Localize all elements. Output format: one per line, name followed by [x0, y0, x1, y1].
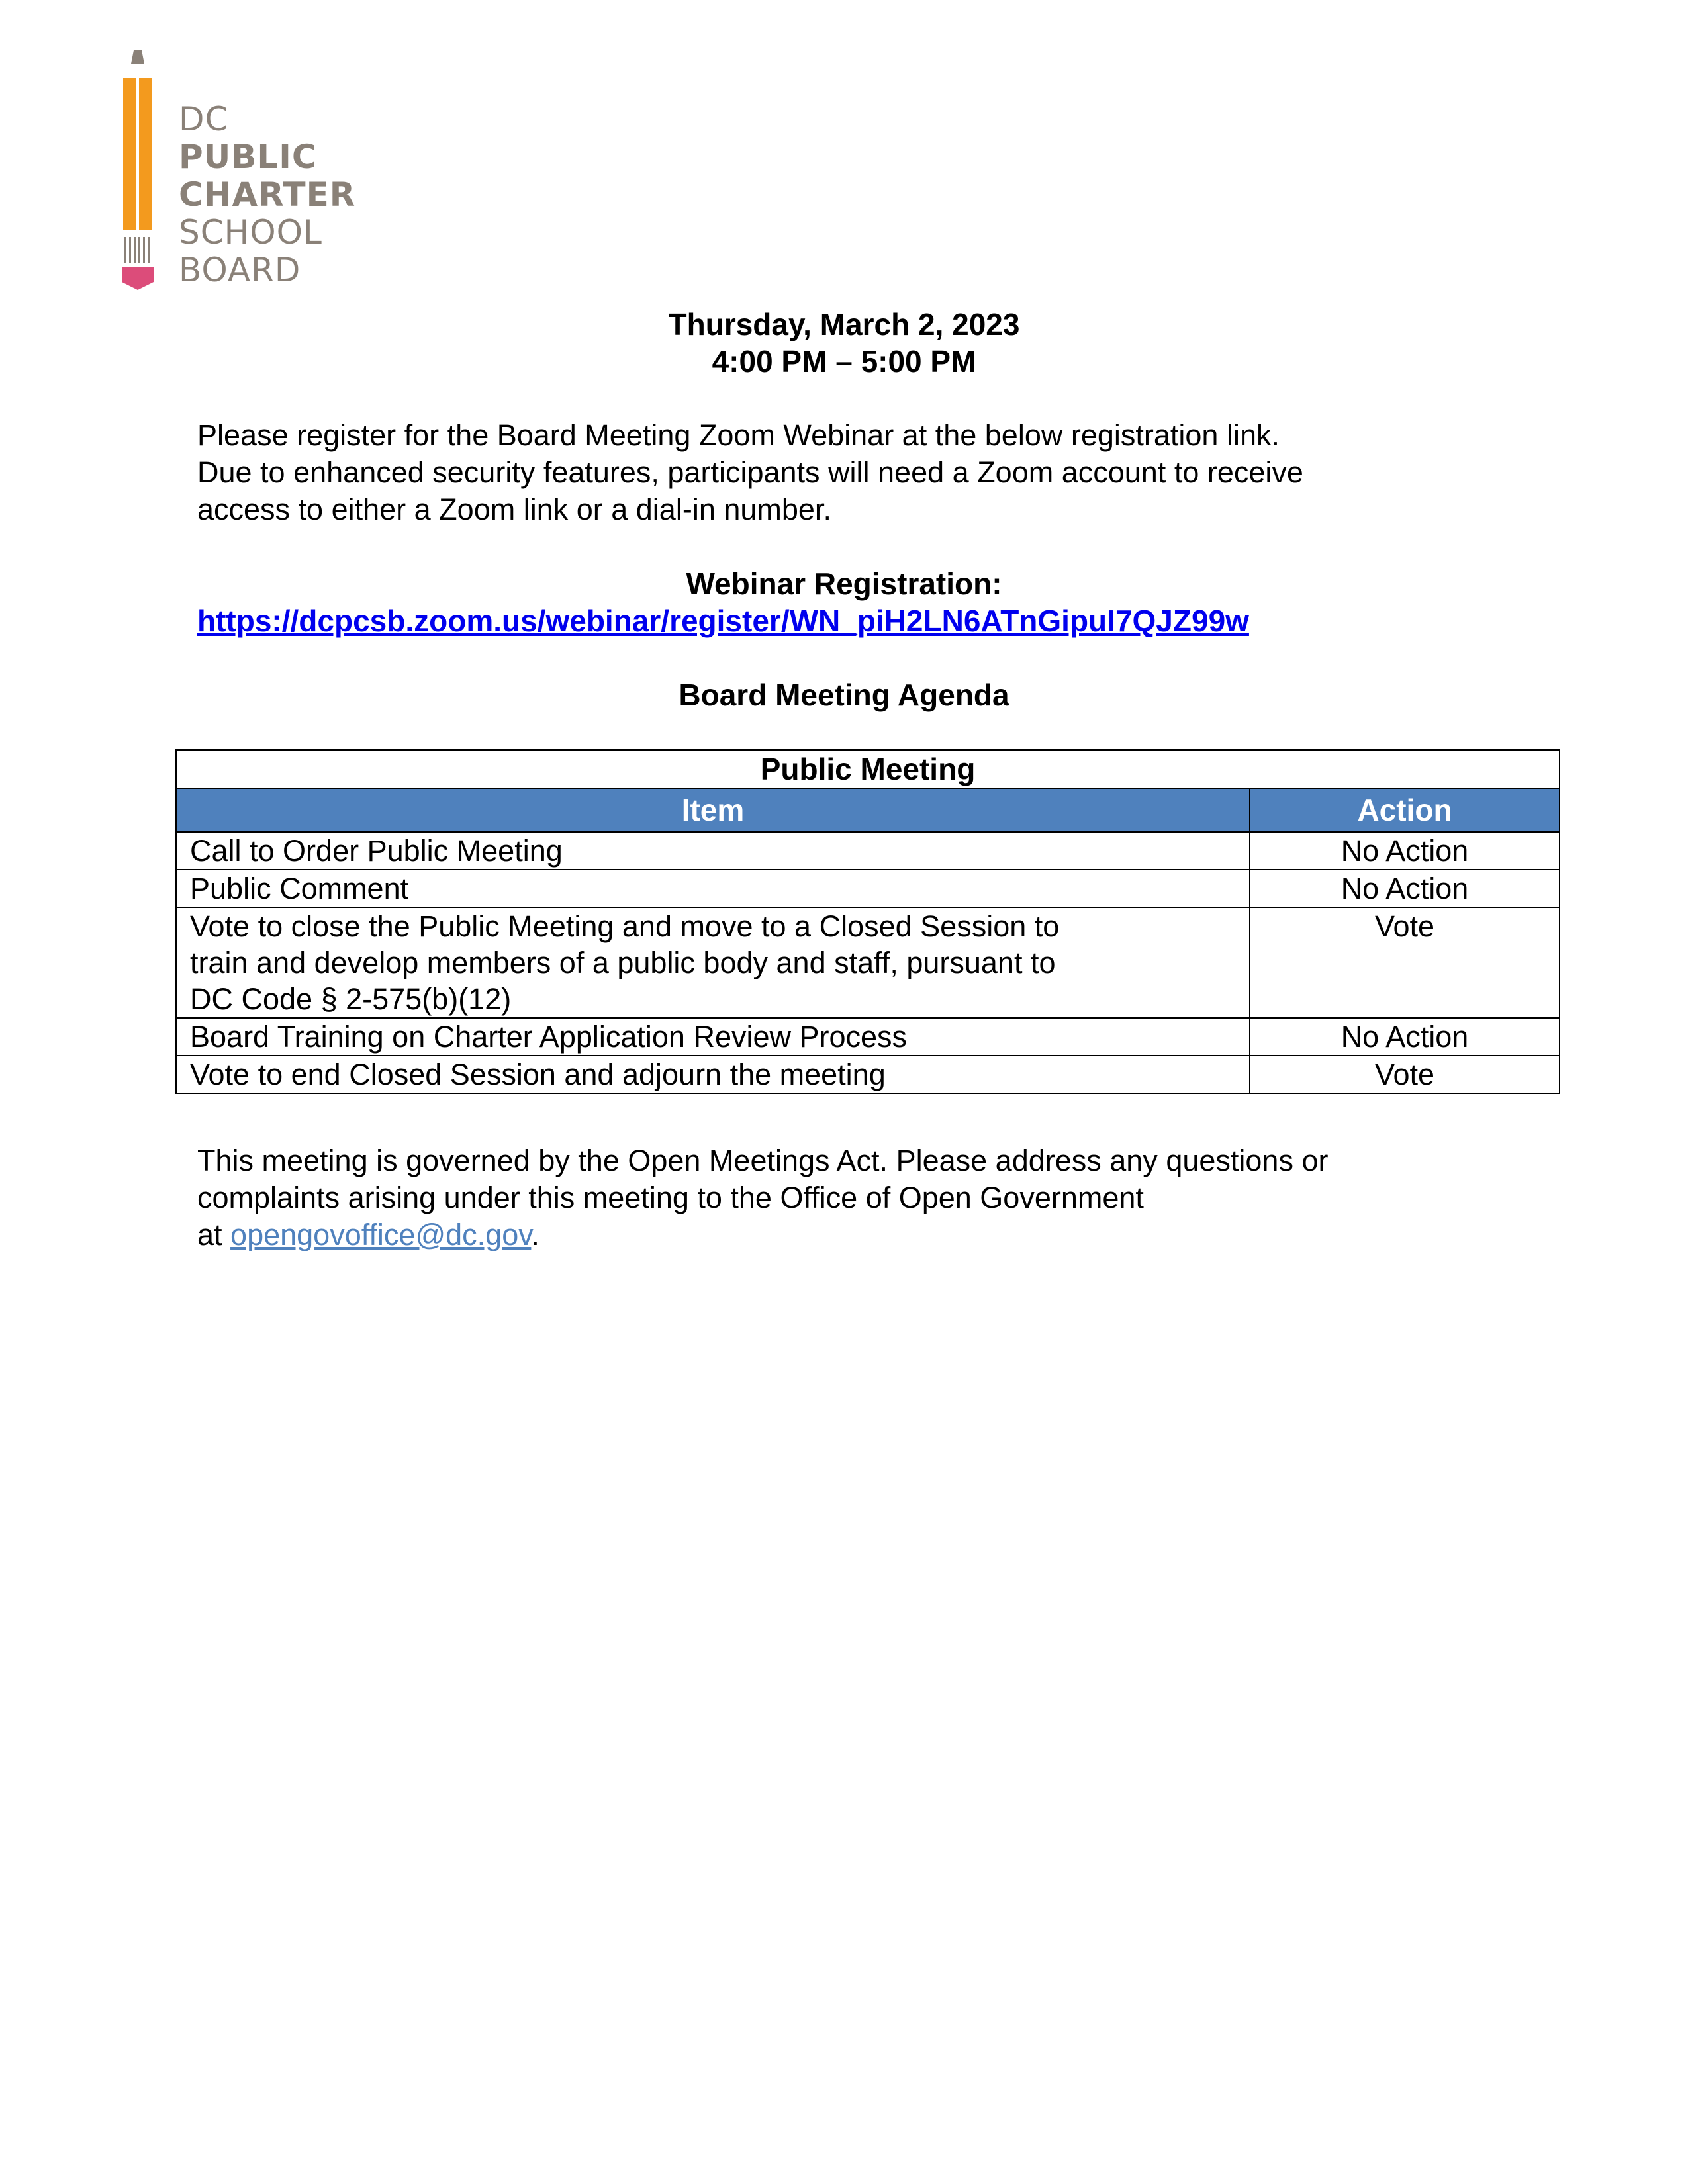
closing-line: complaints arising under this meeting to the Office of Open Government — [197, 1181, 1144, 1214]
closing-prefix: at — [197, 1218, 231, 1251]
column-header-item: Item — [176, 788, 1250, 832]
email-link[interactable]: opengovoffice@dc.gov — [230, 1218, 532, 1251]
logo-line-board: BOARD — [179, 251, 301, 289]
agenda-action-cell: Vote — [1250, 1056, 1560, 1093]
agenda-action-cell: No Action — [1250, 832, 1560, 870]
agenda-item-cell — [176, 1056, 1250, 1093]
pencil-eraser-shape — [122, 267, 154, 290]
table-caption-row — [176, 750, 1560, 788]
agenda-action-cell: No Action — [1250, 1018, 1560, 1056]
logo-line-public: PUBLIC — [179, 138, 317, 176]
agenda-item-text: Call to Order Public Meeting — [190, 834, 563, 868]
pencil-body-stripe — [136, 78, 139, 230]
agenda-item-text: Vote to close the Public Meeting and move to a Closed Session to — [190, 909, 1060, 943]
agenda-item-cell — [176, 1018, 1250, 1056]
organization-logo — [118, 50, 369, 295]
pencil-logo-icon — [118, 50, 158, 295]
agenda-item-text: train and develop members of a public body and staff, pursuant to — [190, 946, 1056, 979]
closing-line: This meeting is governed by the Open Meetings Act. Please address any questions or — [197, 1144, 1329, 1177]
agenda-title: Board Meeting Agenda — [679, 678, 1009, 712]
agenda-action-cell: No Action — [1250, 870, 1560, 907]
logo-wordmark — [179, 101, 355, 289]
agenda-action-cell: Vote — [1250, 907, 1560, 1018]
closing-line-with-email — [197, 1216, 1554, 1253]
pencil-ferrule-shape — [124, 237, 150, 263]
intro-line: Please register for the Board Meeting Zoom Webinar at the below registration link. — [197, 418, 1280, 452]
agenda-item-text: Board Training on Charter Application Review Process — [190, 1020, 908, 1054]
table-row — [176, 832, 1560, 870]
agenda-item-text: Public Comment — [190, 872, 409, 905]
table-row — [176, 1018, 1560, 1056]
agenda-item-cell — [176, 870, 1250, 907]
table-row — [176, 1056, 1560, 1093]
closing-suffix: . — [531, 1218, 539, 1251]
agenda-item-cell — [176, 832, 1250, 870]
registration-label: Webinar Registration: — [686, 567, 1002, 601]
registration-link[interactable]: https://dcpcsb.zoom.us/webinar/register/WN_piH2LN6ATnGipuI7QJZ99w — [197, 604, 1249, 638]
pencil-tip-shape — [131, 50, 144, 64]
table-row — [176, 907, 1560, 1018]
logo-line-charter: CHARTER — [179, 175, 356, 214]
intro-line: access to either a Zoom link or a dial-in number. — [197, 492, 831, 526]
table-row — [176, 870, 1560, 907]
agenda-item-text: DC Code § 2-575(b)(12) — [190, 982, 512, 1016]
logo-line-dc: DC — [179, 100, 229, 138]
column-header-action: Action — [1250, 788, 1560, 832]
logo-line-school: SCHOOL — [179, 213, 322, 251]
table-caption: Public Meeting — [176, 750, 1560, 788]
meeting-time: 4:00 PM – 5:00 PM — [712, 344, 976, 379]
table-header-row — [176, 788, 1560, 832]
closing-paragraph — [197, 1142, 1554, 1253]
intro-paragraph — [197, 417, 1554, 528]
agenda-table — [175, 749, 1560, 1094]
intro-line: Due to enhanced security features, participants will need a Zoom account to receive — [197, 455, 1303, 489]
meeting-date: Thursday, March 2, 2023 — [668, 307, 1020, 341]
agenda-item-cell — [176, 907, 1250, 1018]
agenda-item-text: Vote to end Closed Session and adjourn the meeting — [190, 1058, 886, 1091]
